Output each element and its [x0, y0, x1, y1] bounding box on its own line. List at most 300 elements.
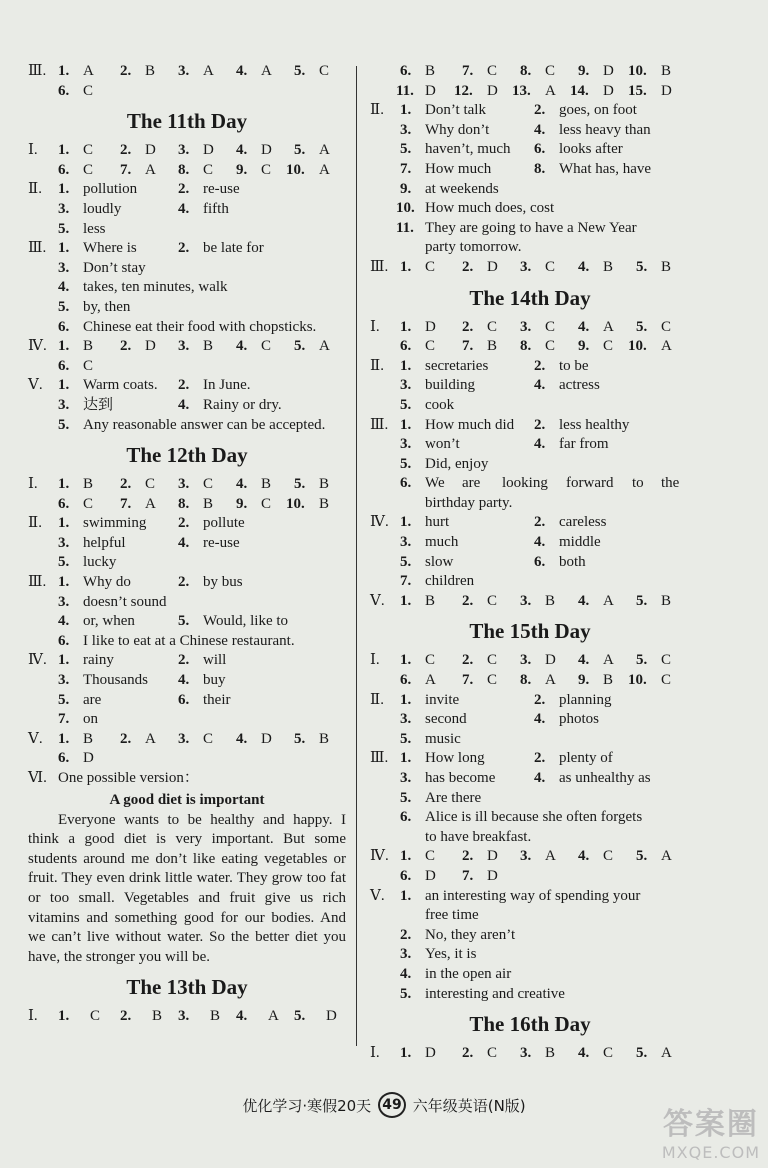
question-number: 5.	[636, 848, 648, 865]
section-label: Ⅲ.	[28, 63, 47, 79]
question-number: 1.	[400, 416, 412, 433]
question-number: 1.	[58, 515, 70, 532]
question-number: 3.	[178, 142, 190, 159]
answer-line	[370, 455, 690, 475]
answer-text: goes, on foot	[559, 102, 637, 119]
question-number: 5.	[294, 730, 306, 747]
question-number: 2.	[534, 691, 546, 708]
section-label: Ⅲ.	[370, 750, 389, 767]
question-number: 8.	[520, 672, 532, 689]
question-number: 5.	[294, 338, 306, 355]
answer-text: D	[661, 82, 672, 99]
question-number: 3.	[58, 534, 70, 551]
answer-text: C	[425, 652, 436, 669]
question-number: 6.	[58, 495, 70, 512]
answer-line	[370, 926, 690, 946]
question-number: 4.	[578, 652, 590, 669]
question-number: 1.	[400, 1045, 412, 1062]
question-number: 3.	[178, 1008, 190, 1025]
answer-line	[370, 965, 690, 985]
question-number: 1.	[400, 592, 412, 609]
answer-text: Rainy or dry.	[203, 396, 282, 413]
answer-text: A	[268, 1008, 279, 1025]
answer-line	[28, 495, 346, 515]
question-number: 6.	[58, 632, 70, 649]
question-number: 7.	[462, 867, 474, 884]
answer-text: A	[603, 318, 614, 335]
section-label: Ⅰ.	[370, 318, 380, 335]
answer-text: A	[145, 495, 156, 512]
answer-text: D	[487, 258, 498, 275]
question-number: 4.	[534, 770, 546, 786]
answer-line	[370, 494, 690, 514]
answer-text: forward	[566, 475, 614, 492]
question-number: 3.	[520, 258, 532, 275]
question-number: 5.	[400, 789, 412, 806]
answer-text: D	[83, 750, 94, 767]
answer-text: to have breakfast.	[425, 828, 532, 845]
question-number: 4.	[578, 1045, 590, 1062]
question-number: 5.	[400, 396, 412, 413]
answer-line	[370, 199, 690, 219]
answer-text: lucky	[83, 554, 117, 571]
question-number: 2.	[178, 181, 190, 198]
answer-line	[370, 101, 690, 121]
question-number: 9.	[236, 161, 248, 178]
question-number: 9.	[578, 338, 590, 355]
section-label: Ⅳ.	[370, 514, 389, 531]
answer-text: re-use	[203, 181, 240, 198]
answer-line	[370, 160, 690, 180]
answer-text: A	[319, 142, 330, 159]
question-number: 9.	[400, 180, 412, 197]
question-number: 2.	[178, 377, 190, 394]
answer-text: A	[203, 63, 214, 79]
answer-line	[28, 200, 346, 220]
question-number: 4.	[178, 672, 190, 689]
question-number: 9.	[236, 495, 248, 512]
answer-line	[370, 357, 690, 377]
answer-text: less	[83, 220, 106, 237]
answer-text: C	[83, 82, 94, 99]
answer-line	[370, 435, 690, 455]
answer-text: D	[203, 142, 214, 159]
answer-text: B	[83, 476, 94, 493]
question-number: 3.	[520, 1045, 532, 1062]
answer-text: One possible version：	[58, 770, 199, 786]
answer-text: C	[261, 495, 272, 512]
answer-line	[28, 710, 346, 730]
question-number: 6.	[400, 338, 412, 355]
answer-text: pollute	[203, 515, 245, 532]
answer-text: How much	[425, 160, 492, 177]
question-number: 6.	[400, 867, 412, 884]
answer-text: C	[487, 652, 498, 669]
question-number: 2.	[178, 515, 190, 532]
question-number: 2.	[462, 592, 474, 609]
answer-text: C	[487, 672, 498, 689]
answer-text: D	[326, 1008, 337, 1025]
answer-line	[28, 259, 346, 279]
answer-text: C	[661, 318, 672, 335]
answer-text: B	[661, 592, 672, 609]
question-number: 6.	[58, 750, 70, 767]
answer-line	[370, 337, 690, 357]
question-number: 7.	[120, 495, 132, 512]
answer-text: B	[487, 338, 498, 355]
question-number: 6.	[58, 161, 70, 178]
answer-line	[28, 651, 346, 671]
answer-line	[370, 887, 690, 907]
question-number: 7.	[462, 63, 474, 79]
question-number: 5.	[58, 691, 70, 708]
answer-text: D	[425, 1045, 436, 1062]
answer-line	[28, 671, 346, 691]
answer-text: Chinese eat their food with chopsticks.	[83, 318, 317, 335]
answer-line	[28, 416, 346, 436]
question-number: 6.	[58, 318, 70, 335]
answer-text: or, when	[83, 613, 135, 630]
question-number: 1.	[400, 848, 412, 865]
answer-text: less healthy	[559, 416, 630, 433]
answer-text: D	[487, 867, 498, 884]
answer-text: D	[145, 142, 156, 159]
answer-text: C	[145, 476, 156, 493]
answer-line	[28, 180, 346, 200]
answer-text: actress	[559, 377, 600, 394]
section-label: Ⅴ.	[370, 887, 385, 904]
answer-text: be late for	[203, 240, 264, 257]
section-label: Ⅴ.	[370, 592, 385, 609]
question-number: 8.	[534, 160, 546, 177]
column-divider	[356, 66, 357, 1046]
question-number: 3.	[178, 338, 190, 355]
essay-title: A good diet is important	[109, 791, 265, 808]
question-number: 3.	[178, 63, 190, 79]
question-number: 4.	[58, 279, 70, 296]
question-number: 10.	[396, 200, 415, 217]
answer-text: to be	[559, 357, 589, 374]
question-number: 4.	[578, 592, 590, 609]
answer-text: A	[83, 63, 94, 79]
answer-text: slow	[425, 553, 454, 570]
question-number: 3.	[520, 592, 532, 609]
question-number: 9.	[578, 63, 590, 79]
answer-line	[28, 141, 346, 161]
answer-text: Thousands	[83, 672, 148, 689]
answer-text: B	[203, 338, 214, 355]
right-column	[370, 62, 690, 1064]
essay-paragraph: Everyone wants to be healthy and happy. I think a good diet is very important. But some students around me don’t like eating vegetables or fruit. They even drink little water. They grow too fat or too small. Vegetables and fruit give us rich vitamins and something good for our bodies. And we can’t live without water. So the better diet you have, the stronger you will be.	[28, 811, 346, 965]
answer-line	[28, 632, 346, 652]
answer-text: buy	[203, 672, 226, 689]
answer-line	[370, 651, 690, 671]
answer-text: loudly	[83, 200, 122, 217]
answer-text: Where is	[83, 240, 137, 257]
question-number: 2.	[120, 1008, 132, 1025]
answer-text: A	[661, 848, 672, 865]
answer-text: on	[83, 711, 98, 728]
question-number: 5.	[636, 652, 648, 669]
answer-text: How much did	[425, 416, 515, 433]
answer-text: C	[83, 161, 94, 178]
question-number: 3.	[58, 200, 70, 217]
answer-text: C	[83, 142, 94, 159]
question-number: 4.	[236, 338, 248, 355]
answer-line	[370, 62, 690, 82]
question-number: 2.	[462, 848, 474, 865]
answer-text: B	[661, 258, 672, 275]
answer-line	[28, 239, 346, 259]
answer-line	[28, 376, 346, 396]
answer-text: B	[425, 63, 436, 79]
question-number: 1.	[400, 357, 412, 374]
question-number: 3.	[178, 476, 190, 493]
question-number: 3.	[400, 534, 412, 551]
answer-text: D	[425, 318, 436, 335]
question-number: 1.	[58, 652, 70, 669]
day-heading: The 13th Day	[126, 975, 248, 1000]
answer-text: haven’t, much	[425, 141, 511, 158]
answer-text: Any reasonable answer can be accepted.	[83, 416, 326, 433]
answer-text: Did, enjoy	[425, 455, 489, 472]
answer-line	[370, 867, 690, 887]
question-number: 2.	[534, 416, 546, 433]
answer-text: C	[603, 848, 614, 865]
answer-line	[370, 82, 690, 102]
answer-line	[370, 769, 690, 789]
watermark-text: 答案圈	[662, 1107, 759, 1142]
question-number: 3.	[400, 946, 412, 963]
answer-line	[370, 789, 690, 809]
answer-text: has become	[425, 770, 496, 786]
answer-text: planning	[559, 691, 612, 708]
question-number: 4.	[534, 377, 546, 394]
question-number: 5.	[294, 1008, 306, 1025]
answer-text: re-use	[203, 534, 240, 551]
answer-text: C	[487, 1045, 498, 1062]
answer-text: How much does, cost	[425, 200, 555, 217]
answer-line	[370, 140, 690, 160]
question-number: 1.	[400, 318, 412, 335]
question-number: 1.	[400, 514, 412, 531]
answer-text: photos	[559, 711, 600, 728]
answer-line	[28, 278, 346, 298]
answer-text: much	[425, 534, 459, 551]
answer-text: We	[425, 475, 445, 492]
question-number: 1.	[58, 377, 70, 394]
answer-line	[28, 573, 346, 593]
question-number: 4.	[178, 200, 190, 217]
question-number: 1.	[58, 338, 70, 355]
question-number: 4.	[578, 318, 590, 335]
answer-text: to	[632, 475, 644, 492]
question-number: 4.	[178, 534, 190, 551]
answer-text: as unhealthy as	[559, 770, 651, 786]
answer-text: hurt	[425, 514, 450, 531]
section-label: Ⅲ.	[28, 574, 47, 591]
question-number: 1.	[58, 730, 70, 747]
question-number: 2.	[534, 357, 546, 374]
answer-text: B	[661, 63, 672, 79]
answer-text: C	[261, 338, 272, 355]
answer-text: building	[425, 377, 476, 394]
answer-text: A	[661, 1045, 672, 1062]
section-label: Ⅴ.	[28, 730, 43, 747]
answer-text: by, then	[83, 298, 131, 315]
answer-text: birthday party.	[425, 494, 513, 511]
answer-text: music	[425, 730, 461, 747]
answer-line	[28, 318, 346, 338]
answer-text: C	[545, 258, 556, 275]
answer-text: C	[83, 495, 94, 512]
question-number: 1.	[58, 240, 70, 257]
answer-text: B	[603, 672, 614, 689]
answer-line	[370, 219, 690, 239]
answer-text: B	[261, 476, 272, 493]
day-heading: The 11th Day	[126, 109, 248, 134]
answer-line	[28, 612, 346, 632]
question-number: 3.	[520, 848, 532, 865]
question-number: 2.	[178, 652, 190, 669]
answer-line	[28, 514, 346, 534]
question-number: 4.	[236, 730, 248, 747]
section-label: Ⅰ.	[370, 1045, 380, 1062]
answer-text: children	[425, 573, 475, 590]
answer-text: A	[261, 63, 272, 79]
page-number: 49	[378, 1092, 406, 1118]
answer-text: B	[145, 63, 156, 79]
question-number: 6.	[400, 63, 412, 79]
question-number: 7.	[400, 573, 412, 590]
question-number: 2.	[120, 142, 132, 159]
day-heading: The 12th Day	[126, 443, 248, 468]
answer-text: B	[203, 495, 214, 512]
answer-text: Alice is ill because she often forgets	[425, 809, 643, 826]
question-number: 3.	[400, 377, 412, 394]
question-number: 3.	[520, 652, 532, 669]
answer-text: rainy	[83, 652, 114, 669]
answer-line	[370, 906, 690, 926]
answer-text: B	[545, 1045, 556, 1062]
answer-text: won’t	[425, 436, 460, 453]
answer-text: cook	[425, 396, 455, 413]
question-number: 5.	[400, 985, 412, 1002]
answer-text: No, they aren’t	[425, 926, 516, 943]
answer-line	[370, 553, 690, 573]
page-footer	[0, 1092, 768, 1122]
answer-text: D	[603, 82, 614, 99]
question-number: 5.	[58, 298, 70, 315]
question-number: 5.	[294, 142, 306, 159]
answer-line	[28, 1007, 346, 1027]
answer-text: D	[261, 730, 272, 747]
question-number: 2.	[120, 730, 132, 747]
question-number: 7.	[462, 672, 474, 689]
question-number: 10.	[628, 672, 647, 689]
question-number: 5.	[636, 592, 648, 609]
question-number: 6.	[58, 357, 70, 374]
question-number: 6.	[400, 672, 412, 689]
question-number: 4.	[534, 121, 546, 138]
answer-line	[28, 396, 346, 416]
section-label: Ⅰ.	[28, 1008, 38, 1025]
day-heading: The 16th Day	[469, 1012, 591, 1037]
answer-text: D	[425, 867, 436, 884]
answer-text: are	[462, 475, 481, 492]
answer-text: both	[559, 553, 586, 570]
question-number: 5.	[178, 613, 190, 630]
question-number: 3.	[520, 318, 532, 335]
answer-text: secretaries	[425, 357, 489, 374]
answer-line	[370, 474, 690, 494]
answer-line	[370, 238, 690, 258]
answer-text: C	[203, 161, 214, 178]
answer-text: D	[425, 82, 436, 99]
answer-line	[370, 396, 690, 416]
question-number: 10.	[286, 495, 305, 512]
question-number: 5.	[400, 730, 412, 747]
answer-text: Why don’t	[425, 121, 490, 138]
answer-text: D	[487, 82, 498, 99]
question-number: 2.	[120, 63, 132, 79]
answer-text: A	[319, 338, 330, 355]
question-number: 4.	[534, 711, 546, 728]
question-number: 10.	[628, 338, 647, 355]
answer-line	[28, 298, 346, 318]
answer-text: In June.	[203, 377, 251, 394]
answer-text: B	[425, 592, 436, 609]
answer-text: Warm coats.	[83, 377, 158, 394]
question-number: 3.	[400, 711, 412, 728]
question-number: 2.	[120, 476, 132, 493]
answer-text: B	[603, 258, 614, 275]
question-number: 5.	[294, 476, 306, 493]
answer-line	[28, 220, 346, 240]
answer-line	[28, 534, 346, 554]
question-number: 4.	[236, 476, 248, 493]
answer-text: helpful	[83, 534, 126, 551]
question-number: 7.	[58, 711, 70, 728]
answer-text: looks after	[559, 141, 623, 158]
answer-text: A	[319, 161, 330, 178]
answer-text: plenty of	[559, 750, 613, 767]
section-label: Ⅲ.	[370, 416, 389, 433]
answer-line	[28, 337, 346, 357]
question-number: 2.	[178, 240, 190, 257]
question-number: 3.	[178, 730, 190, 747]
question-number: 2.	[534, 514, 546, 531]
question-number: 2.	[534, 102, 546, 119]
question-number: 6.	[400, 475, 412, 492]
question-number: 4.	[400, 965, 412, 982]
section-label: Ⅳ.	[28, 338, 47, 355]
answer-text: A	[603, 592, 614, 609]
answer-text: their	[203, 691, 231, 708]
answer-text: will	[203, 652, 227, 669]
question-number: 2.	[462, 1045, 474, 1062]
answer-text: D	[603, 63, 614, 79]
question-number: 2.	[534, 750, 546, 767]
answer-text: fifth	[203, 200, 229, 217]
question-number: 1.	[400, 652, 412, 669]
answer-text: in the open air	[425, 965, 512, 982]
answer-line	[28, 553, 346, 573]
question-number: 12.	[454, 82, 473, 99]
answer-text: Don’t stay	[83, 259, 146, 276]
answer-text: A	[603, 652, 614, 669]
answer-line	[28, 475, 346, 495]
